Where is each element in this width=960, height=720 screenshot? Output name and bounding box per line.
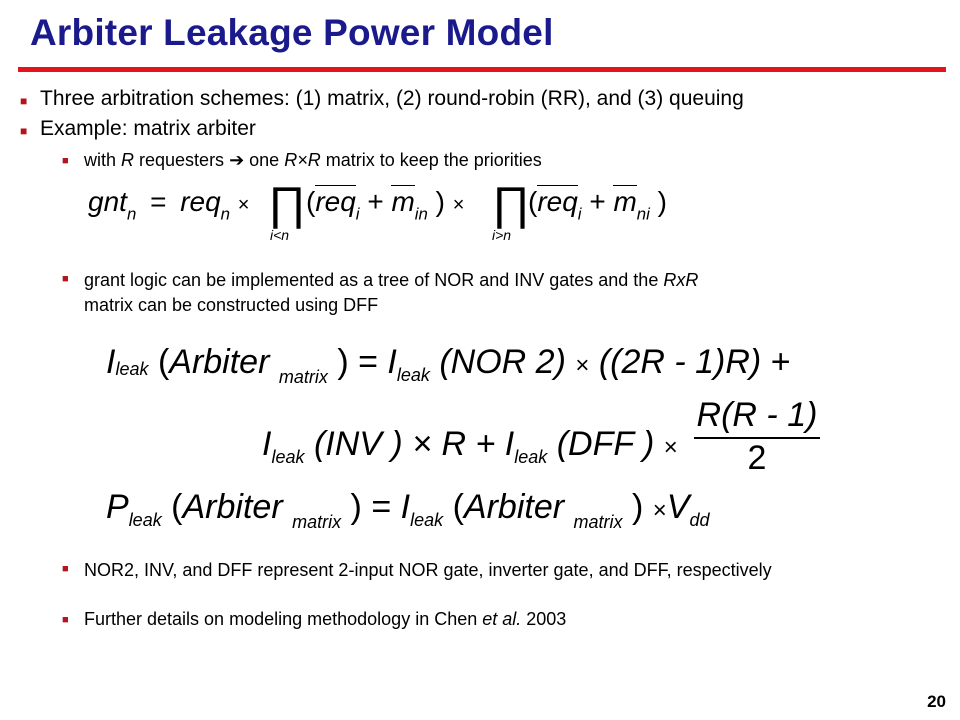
eq-times-r: × R + [412,425,496,463]
eq-arbiter: Arbiter [182,488,283,526]
square-bullet-icon: ■ [62,273,69,285]
square-bullet-icon: ■ [62,563,69,575]
pleak-matrix-equation [106,488,709,533]
page-number: 20 [927,692,946,711]
eq-times: × [663,434,678,461]
bullet-requesters [84,150,542,171]
eq-sub: dd [689,510,710,530]
eq-sub: n [126,204,137,224]
square-bullet-icon: ■ [62,155,69,167]
square-bullet-icon: ■ [20,124,28,138]
eq-equals: = [371,488,392,526]
eq-sub: leak [115,359,149,379]
fraction-denominator: 2 [747,439,767,477]
bullet-grant-logic [84,268,924,318]
eq-I: I [262,425,272,463]
product-operator-1: ∏ [268,177,306,229]
eq-sub: n [220,204,231,224]
eq-paren: ) [631,488,644,526]
eq-sub: matrix [292,512,342,532]
eq-P: P [106,488,129,526]
eq-plus: + [367,186,384,217]
eq-arbiter: Arbiter [169,343,270,381]
text-fragment: grant logic can be implemented as a tree of NOR and INV gates and the [84,270,664,290]
eq-paren: ( [306,186,316,217]
eq-paren: ( [452,488,464,526]
eq-sub: i [355,204,360,224]
text-fragment: et al. [482,609,522,629]
eq-I: I [504,425,515,463]
gnt-term-2 [528,186,667,224]
bullet-further-details [84,609,566,630]
eq-I: I [400,488,411,526]
eq-paren: ) [350,488,362,526]
square-bullet-icon: ■ [20,94,28,108]
eq-paren: ( [157,343,170,381]
eq-sub: leak [128,510,162,530]
eq-inv: (INV ) [313,425,403,463]
text-fragment: requesters [134,150,230,170]
eq-paren: ) [657,186,667,217]
eq-V: V [666,488,690,526]
eq-paren: ( [171,488,183,526]
text-fragment: R×R [284,150,321,170]
title-underline [18,67,946,72]
eq-gnt: gnt [88,186,127,217]
text-fragment: matrix to keep the priorities [320,150,542,170]
eq-dff: (DFF ) [556,425,655,463]
eq-times: × [452,194,465,216]
ileak-matrix-equation-line1 [106,343,791,388]
eq-paren: ) [435,186,445,217]
fraction [694,396,820,478]
text-fragment: with [84,150,122,170]
eq-sub: in [414,204,428,224]
eq-req-bar: req [537,186,578,217]
text-fragment: Further details on modeling methodology in Chen [84,609,483,629]
eq-paren: ) [337,343,349,381]
fraction-numerator: R(R - 1) [696,396,818,434]
eq-equals: = [358,343,378,381]
eq-times: × [575,352,590,379]
product-range-2: i>n [492,227,512,243]
square-bullet-icon: ■ [62,614,69,626]
eq-equals: = [150,186,167,217]
text-fragment: 2003 [521,609,567,629]
eq-I: I [106,343,116,381]
eq-times: × [652,497,667,524]
eq-sub: i [577,204,582,224]
eq-term: ((2R - 1)R) [598,343,762,381]
gnt-equation [88,186,249,224]
text-fragment: matrix can be constructed using DFF [84,295,379,315]
product-range-1: i<n [270,227,290,243]
eq-sub: matrix [278,367,328,387]
slide-title: Arbiter Leakage Power Model [30,12,554,53]
bullet-represent: NOR2, INV, and DFF represent 2-input NOR gate, inverter gate, and DFF, respectively [84,560,772,580]
arrow-icon: ➔ [229,150,245,170]
eq-sub: leak [514,447,548,467]
eq-sub: leak [410,510,444,530]
eq-m: m [613,186,637,217]
text-fragment: RxR [663,270,699,290]
text-fragment: one [244,150,285,170]
product-operator-2: ∏ [492,177,530,229]
eq-times: × [237,194,250,216]
eq-sub: matrix [573,512,623,532]
eq-m: m [391,186,415,217]
bullet-example: Example: matrix arbiter [40,117,256,140]
gnt-term-1 [306,186,464,224]
eq-sub: leak [271,447,305,467]
eq-plus: + [770,343,791,381]
eq-sub: leak [396,365,430,385]
eq-arbiter: Arbiter [463,488,565,526]
eq-I: I [387,343,397,381]
eq-sub: ni [636,204,650,224]
eq-req: req [180,186,221,217]
ileak-matrix-equation-line2 [262,425,678,468]
eq-req-bar: req [315,186,356,217]
eq-paren: ( [528,186,538,217]
eq-nor2: (NOR 2) [439,343,566,381]
bullet-schemes: Three arbitration schemes: (1) matrix, (2) round-robin (RR), and (3) queuing [40,87,744,110]
text-fragment: R [121,150,135,170]
eq-plus: + [589,186,606,217]
